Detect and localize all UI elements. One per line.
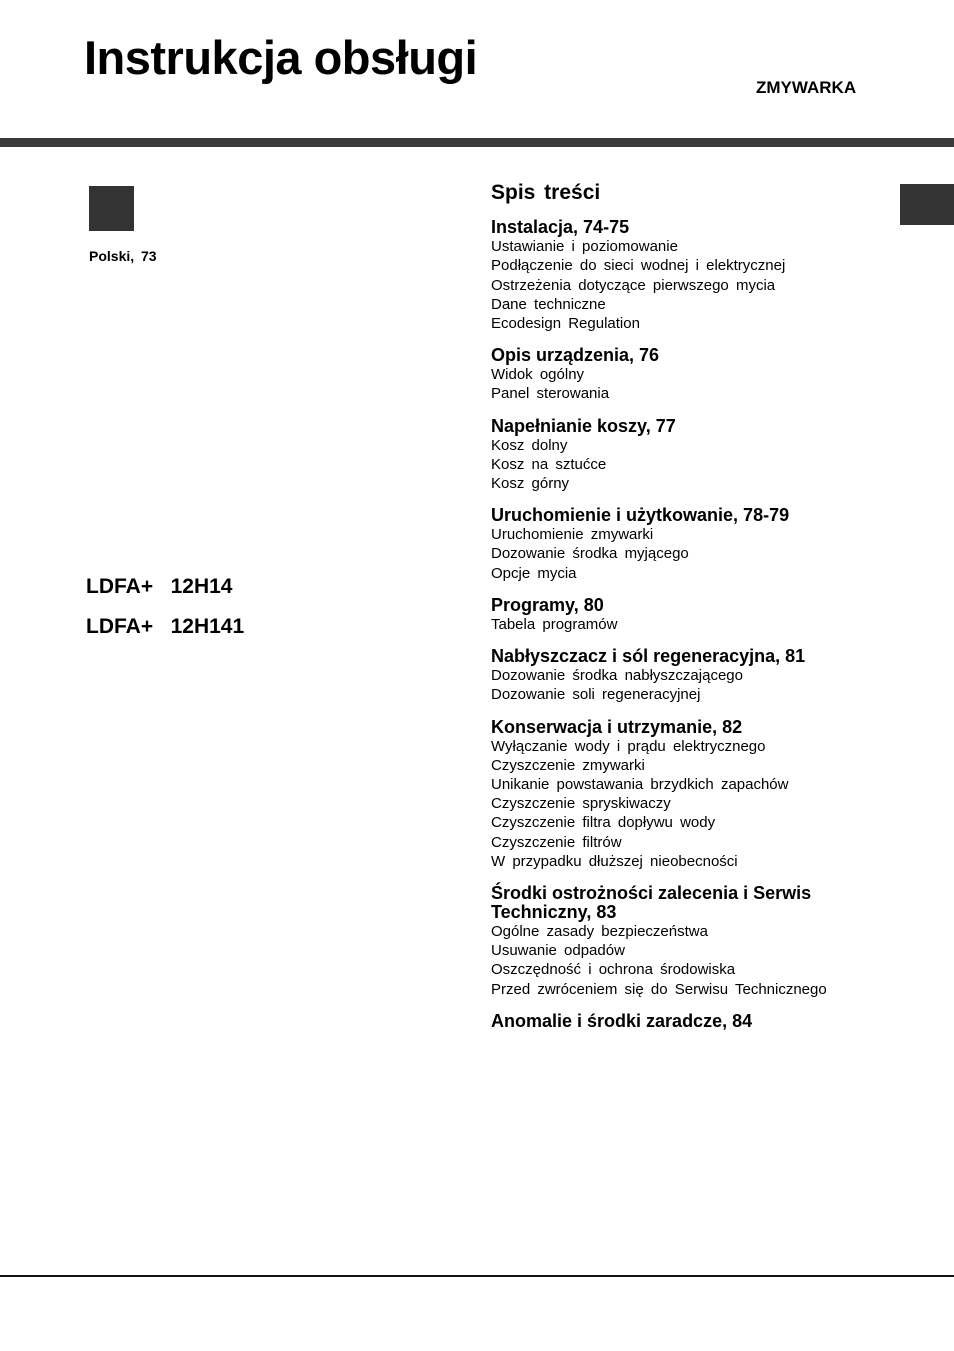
- toc-item-list: [491, 525, 891, 583]
- language-tab-marker: [900, 184, 954, 225]
- toc-section: [491, 647, 891, 704]
- toc-section-heading: Instalacja, 74-75: [491, 217, 630, 238]
- model-name: LDFA+ 12H14: [86, 575, 233, 598]
- toc-item: Podłączenie do sieci wodnej i elektrycznej: [491, 257, 786, 275]
- toc-item-list: [491, 737, 891, 871]
- toc-item: Kosz górny: [491, 475, 570, 493]
- toc-item: Usuwanie odpadów: [491, 942, 625, 960]
- product-type-label: ZMYWARKA: [756, 78, 857, 97]
- toc-section: [491, 417, 891, 494]
- toc-item: Czyszczenie filtrów: [491, 833, 622, 851]
- toc-item: Kosz na sztućce: [491, 455, 607, 473]
- toc-item: Czyszczenie filtra dopływu wody: [491, 814, 716, 832]
- toc-item: Unikanie powstawania brzydkich zapachów: [491, 775, 789, 793]
- toc-item: Uruchomienie zmywarki: [491, 526, 654, 544]
- toc-section-heading: Anomalie i środki zaradcze, 84: [491, 1010, 753, 1031]
- language-marker-square: [89, 186, 134, 231]
- toc-item-list: [491, 666, 891, 704]
- toc-item: Oszczędność i ochrona środowiska: [491, 961, 736, 979]
- toc-item: Ustawianie i poziomowanie: [491, 238, 678, 256]
- toc-item-list: [491, 615, 891, 634]
- page-title: Instrukcja obsługi: [84, 31, 478, 84]
- toc-item: Ostrzeżenia dotyczące pierwszego mycia: [491, 276, 776, 294]
- toc-item-list: [491, 237, 891, 333]
- toc-item-list: [491, 922, 891, 999]
- footer-divider: [0, 1275, 954, 1277]
- toc-section-heading: Środki ostrożności zalecenia i Serwis Techniczny, 83: [491, 882, 812, 922]
- toc-section: [491, 884, 891, 999]
- toc-item: Tabela programów: [491, 615, 618, 633]
- toc-section: [491, 218, 891, 333]
- toc-section-heading: Opis urządzenia, 76: [491, 345, 660, 366]
- toc-item-list: [491, 365, 891, 403]
- toc-section-heading: Programy, 80: [491, 594, 604, 615]
- toc-item: Dozowanie soli regeneracyjnej: [491, 686, 701, 704]
- toc-section: [491, 506, 891, 583]
- toc-item: Ogólne zasady bezpieczeństwa: [491, 922, 708, 940]
- toc-section-heading: Nabłyszczacz i sól regeneracyjna, 81: [491, 646, 806, 667]
- toc-item: Czyszczenie zmywarki: [491, 756, 645, 774]
- toc-item-list: [491, 436, 891, 494]
- toc-item: Panel sterowania: [491, 385, 610, 403]
- toc-section-heading: Uruchomienie i użytkowanie, 78-79: [491, 505, 790, 526]
- toc-section: [491, 718, 891, 871]
- toc-item: Dozowanie środka myjącego: [491, 545, 689, 563]
- toc-section-heading: Napełnianie koszy, 77: [491, 415, 676, 436]
- toc-item: Wyłączanie wody i prądu elektrycznego: [491, 737, 766, 755]
- toc-section: [491, 1012, 891, 1031]
- toc-section: [491, 596, 891, 634]
- table-of-contents: [491, 180, 891, 1044]
- toc-sections: [491, 218, 891, 1030]
- model-name: LDFA+ 12H141: [86, 615, 245, 638]
- toc-item: Czyszczenie spryskiwaczy: [491, 795, 671, 813]
- toc-item: Kosz dolny: [491, 436, 568, 454]
- toc-section-heading: Konserwacja i utrzymanie, 82: [491, 716, 743, 737]
- toc-item: Przed zwróceniem się do Serwisu Technicznego: [491, 980, 827, 998]
- toc-item: Dane techniczne: [491, 295, 606, 313]
- toc-item: Opcje mycia: [491, 564, 577, 582]
- toc-item: Dozowanie środka nabłyszczającego: [491, 667, 743, 685]
- toc-item: W przypadku dłuższej nieobecności: [491, 852, 738, 870]
- toc-section: [491, 346, 891, 403]
- language-label: Polski, 73: [89, 248, 157, 264]
- toc-title: Spis treści: [491, 181, 601, 204]
- header-divider: [0, 138, 954, 147]
- toc-item: Ecodesign Regulation: [491, 315, 640, 333]
- toc-item: Widok ogólny: [491, 366, 585, 384]
